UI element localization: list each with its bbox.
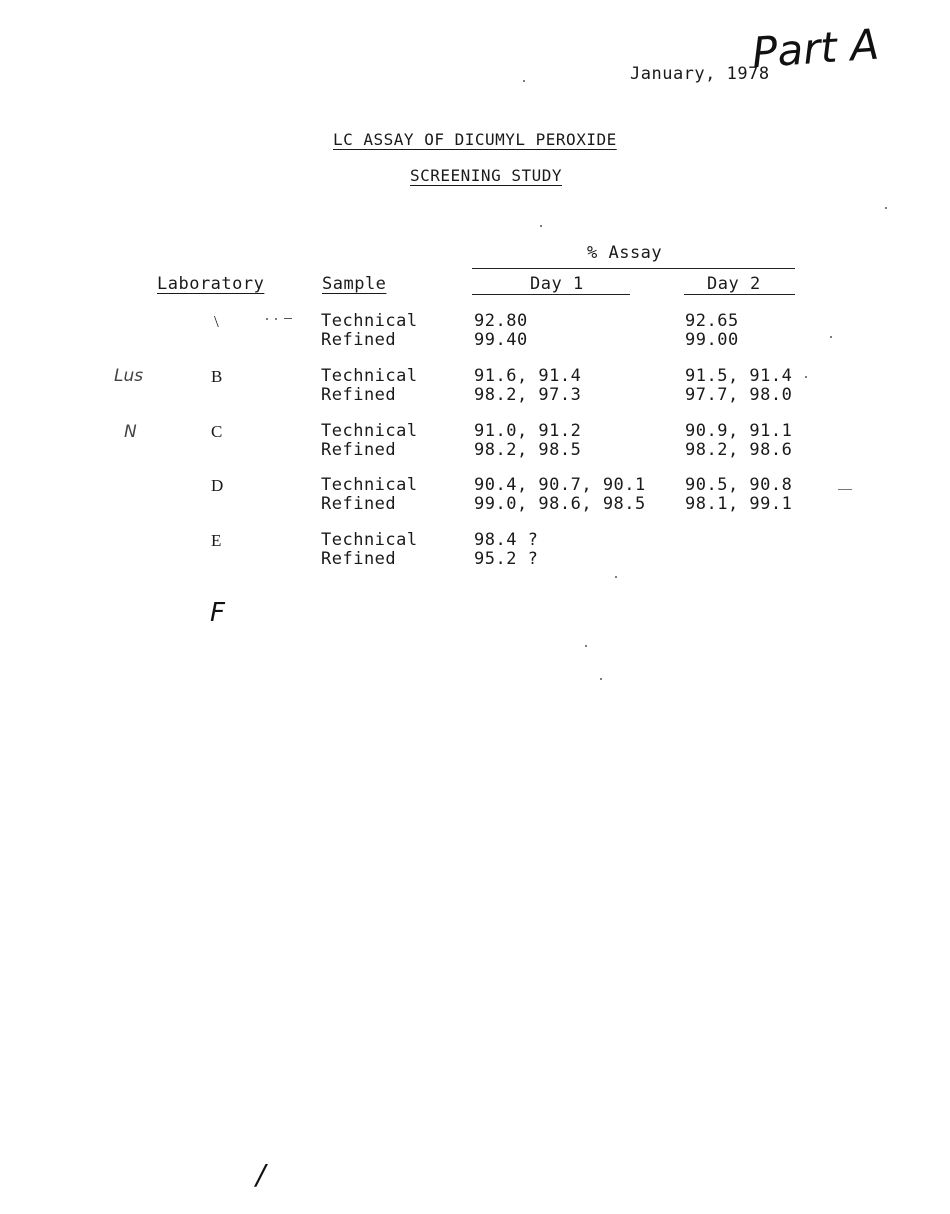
day2-values: 90.9, 91.1 98.2, 98.6 xyxy=(685,421,793,460)
day2-header-rule xyxy=(684,294,795,295)
day2-values: 90.5, 90.8 98.1, 99.1 xyxy=(685,475,793,514)
scan-speck xyxy=(523,80,525,82)
column-header-sample: Sample xyxy=(322,274,387,294)
day2-values: 91.5, 91.4 97.7, 98.0 xyxy=(685,366,793,405)
lab-label: \ xyxy=(214,312,219,331)
lab-label: B xyxy=(211,367,223,386)
column-header-laboratory: Laboratory xyxy=(157,274,265,294)
sample-technical: Technical xyxy=(321,311,418,331)
table-row xyxy=(321,476,418,514)
sample-technical: Technical xyxy=(321,421,418,441)
day1-header-rule xyxy=(472,294,630,295)
sample-refined: Refined xyxy=(321,330,397,350)
table-row xyxy=(321,531,418,569)
sample-technical: Technical xyxy=(321,475,418,495)
document-date: January, 1978 xyxy=(630,64,770,84)
scan-speck xyxy=(284,318,292,319)
scan-speck xyxy=(600,678,602,680)
document-title: LC ASSAY OF DICUMYL PEROXIDE xyxy=(333,130,617,149)
assay-group-header: % Assay xyxy=(587,243,663,263)
scan-speck xyxy=(266,318,268,320)
lab-label: E xyxy=(211,531,222,550)
margin-note: / xyxy=(256,1158,266,1191)
assay-header-rule xyxy=(472,268,795,269)
day1-values: 98.4 ? 95.2 ? xyxy=(474,530,539,569)
column-header-day2: Day 2 xyxy=(707,274,761,294)
sample-refined: Refined xyxy=(321,440,397,460)
margin-note: F xyxy=(210,598,225,628)
day1-values: 91.0, 91.2 98.2, 98.5 xyxy=(474,421,582,460)
scan-speck xyxy=(275,318,277,320)
scan-speck xyxy=(585,645,587,647)
sample-technical: Technical xyxy=(321,366,418,386)
scan-speck xyxy=(615,576,617,578)
scan-speck xyxy=(838,489,852,490)
margin-note: Lus xyxy=(114,366,144,386)
table-row xyxy=(321,422,418,460)
scan-speck xyxy=(540,225,542,227)
document-subtitle: SCREENING STUDY xyxy=(410,166,562,185)
table-row xyxy=(321,367,418,405)
sample-refined: Refined xyxy=(321,549,397,569)
day1-values: 91.6, 91.4 98.2, 97.3 xyxy=(474,366,582,405)
scan-speck xyxy=(830,336,832,338)
day2-values: 92.65 99.00 xyxy=(685,311,739,350)
lab-label: C xyxy=(211,422,223,441)
lab-label: D xyxy=(211,476,224,495)
column-header-day1: Day 1 xyxy=(530,274,584,294)
handwritten-part-label: Part A xyxy=(750,19,881,78)
sample-refined: Refined xyxy=(321,494,397,514)
margin-note: N xyxy=(124,422,137,442)
day1-values: 92.80 99.40 xyxy=(474,311,528,350)
sample-refined: Refined xyxy=(321,385,397,405)
table-row xyxy=(321,312,418,350)
day1-values: 90.4, 90.7, 90.1 99.0, 98.6, 98.5 xyxy=(474,475,646,514)
scan-speck xyxy=(885,207,887,209)
scan-speck xyxy=(805,376,807,378)
sample-technical: Technical xyxy=(321,530,418,550)
